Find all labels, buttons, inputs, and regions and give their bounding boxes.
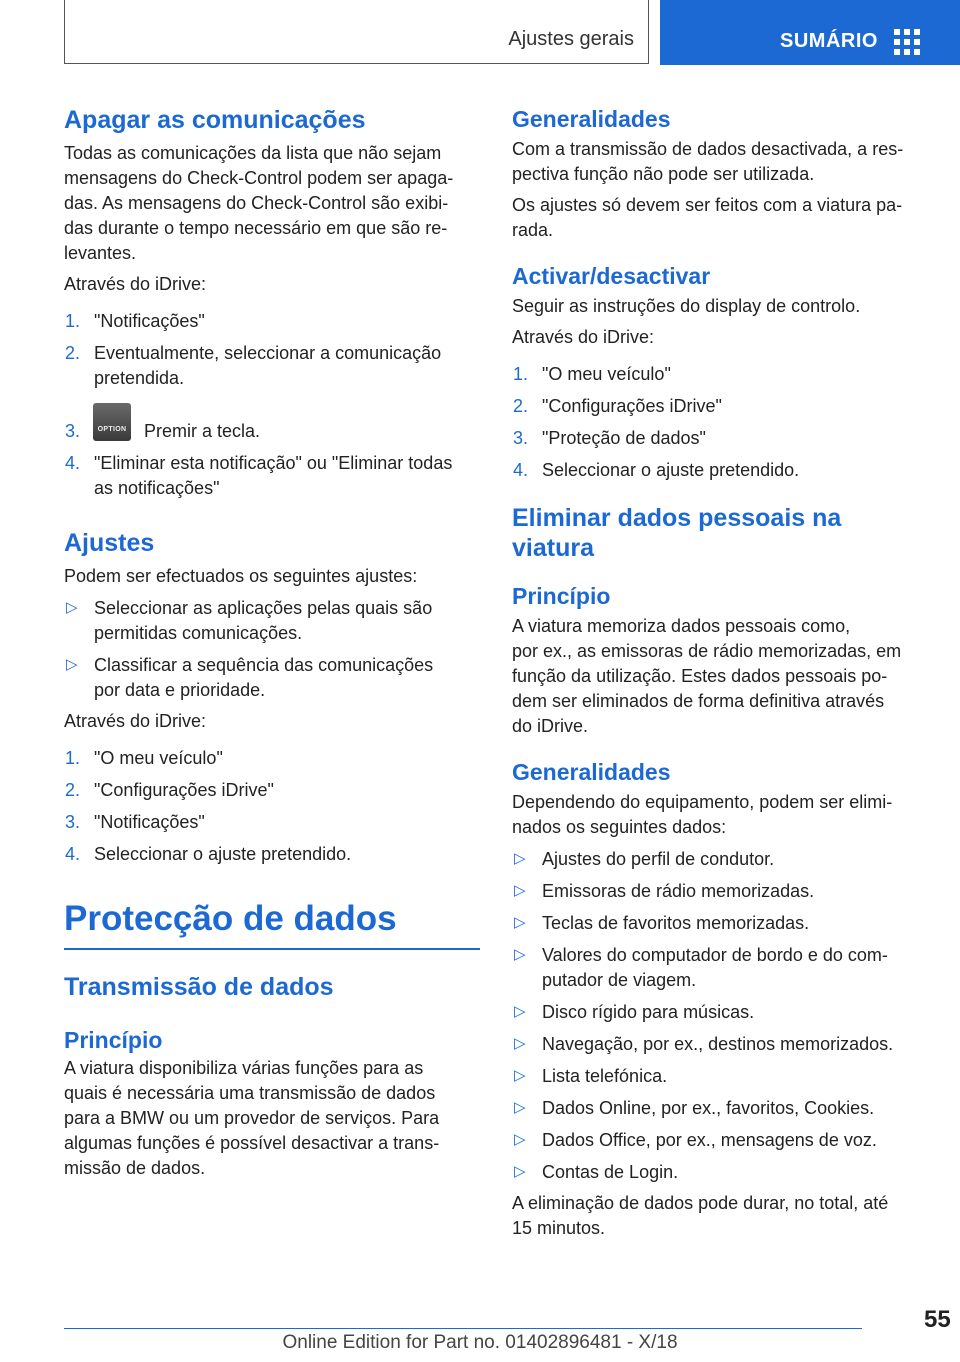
triangle-bullet-icon: ▷ [514, 1067, 526, 1084]
heading-eliminar [512, 503, 924, 563]
text-line: rada. [512, 220, 554, 240]
step-number: 1. [65, 311, 81, 331]
heading-rule [64, 948, 480, 950]
bullet-text [542, 1002, 754, 1022]
text-line: por data e prioridade. [94, 680, 266, 700]
bullet-text [542, 849, 774, 869]
text-line: Contas de Login. [542, 1162, 679, 1182]
bullet-item [64, 653, 480, 703]
text-line: Dados Office, por ex., mensagens de voz. [542, 1130, 877, 1150]
bullet-item [512, 1000, 924, 1025]
bullet-item [512, 943, 924, 993]
numbered-step [64, 419, 480, 444]
text-line: pectiva função não pode ser utilizada. [512, 164, 815, 184]
text-line: "Notificações" [94, 311, 205, 331]
left-column [64, 100, 480, 1181]
triangle-bullet-icon: ▷ [514, 1099, 526, 1116]
bullet-item [512, 1096, 924, 1121]
bullet-item [512, 847, 924, 872]
text-line: do iDrive. [512, 716, 589, 736]
text-line: Dados Online, por ex., favoritos, Cookies. [542, 1098, 875, 1118]
triangle-bullet-icon: ▷ [514, 946, 526, 963]
heading-ajustes: Ajustes [64, 529, 155, 557]
heading-principio: Princípio [512, 583, 611, 609]
text-line: A viatura disponibiliza várias funções para as [64, 1057, 424, 1078]
text-line: das durante o tempo necessário em que são re- [64, 218, 448, 238]
step-number: 3. [65, 421, 81, 441]
text-line: quais é necessária uma transmissão de dados [64, 1082, 436, 1103]
text-line: as notificações" [94, 478, 220, 498]
bullet-text [542, 881, 814, 901]
step-text: Premir a tecla. [144, 421, 261, 441]
bullet-item [512, 911, 924, 936]
paragraph [64, 141, 480, 266]
grid-menu-icon [894, 29, 920, 55]
heading-generalidades: Generalidades [512, 759, 671, 785]
triangle-bullet-icon: ▷ [514, 850, 526, 867]
text-line: A viatura memoriza dados pessoais como, [512, 616, 851, 636]
bullet-item [512, 1064, 924, 1089]
numbered-step [64, 842, 480, 867]
text-line: função da utilização. Estes dados pessoais po- [512, 666, 888, 686]
paragraph: Através do iDrive: [512, 327, 655, 347]
numbered-step [64, 451, 480, 501]
text-line: 15 minutos. [512, 1218, 606, 1238]
step-number: 2. [513, 396, 529, 416]
bullet-text [542, 1034, 893, 1054]
text-line: dem ser eliminados de forma definitiva através [512, 691, 885, 711]
text-line: algumas funções é possível desactivar a trans- [64, 1132, 440, 1153]
paragraph: Seguir as instruções do display de controlo. [512, 296, 861, 316]
text-line: Seleccionar as aplicações pelas quais são [94, 598, 433, 618]
text-line: Eliminar dados pessoais na [512, 504, 842, 532]
step-text: "Notificações" [94, 812, 205, 832]
bullet-text [542, 1162, 678, 1182]
text-line: Disco rígido para músicas. [542, 1002, 755, 1022]
bullet-text [542, 1066, 667, 1086]
step-text: "O meu veículo" [542, 364, 671, 384]
text-line: mensagens do Check-Control podem ser apaga- [64, 168, 454, 188]
paragraph [512, 790, 924, 840]
step-text: "Proteção de dados" [542, 428, 706, 448]
text-line: Todas as comunicações da lista que não sejam [64, 143, 442, 163]
triangle-bullet-icon: ▷ [514, 882, 526, 899]
paragraph [512, 193, 924, 243]
bullet-item [512, 879, 924, 904]
bullet-text [542, 913, 809, 933]
step-number: 4. [65, 844, 81, 864]
step-text [94, 311, 205, 331]
bullet-item [512, 1128, 924, 1153]
bullet-text [94, 598, 432, 643]
section-title: Ajustes gerais [508, 28, 634, 50]
text-line: Teclas de favoritos memorizadas. [542, 913, 810, 933]
bullet-text [542, 1098, 874, 1118]
step-text: "Configurações iDrive" [94, 780, 274, 800]
summary-label: SUMÁRIO [780, 30, 878, 52]
numbered-step [512, 362, 924, 387]
triangle-bullet-icon: ▷ [66, 599, 78, 616]
text-line: das. As mensagens do Check-Control são exibi- [64, 193, 449, 213]
bullet-text [542, 1130, 877, 1150]
numbered-step [512, 426, 924, 451]
text-line: putador de viagem. [542, 970, 697, 990]
summary-button[interactable] [660, 0, 960, 65]
step-text [94, 343, 441, 388]
text-line: Valores do computador de bordo e do com- [542, 945, 888, 965]
header-section-box [64, 0, 649, 64]
bullet-item [512, 1032, 924, 1057]
text-line: Classificar a sequência das comunicações [94, 655, 434, 675]
numbered-step [64, 810, 480, 835]
text-line: Eventualmente, seleccionar a comunicação [94, 343, 442, 363]
heading-generalidades: Generalidades [512, 106, 671, 132]
step-text: "O meu veículo" [94, 748, 223, 768]
step-number: 4. [65, 453, 81, 473]
text-line: Dependendo do equipamento, podem ser elimi- [512, 792, 893, 812]
step-number: 3. [513, 428, 529, 448]
triangle-bullet-icon: ▷ [66, 656, 78, 673]
text-line: permitidas comunicações. [94, 623, 303, 643]
text-line: Com a transmissão de dados desactivada, a res- [512, 139, 904, 159]
right-column [512, 100, 924, 1241]
step-text: Seleccionar o ajuste pretendido. [542, 460, 800, 480]
paragraph: Através do iDrive: [64, 711, 207, 731]
triangle-bullet-icon: ▷ [514, 1163, 526, 1180]
heading-activar: Activar/desactivar [512, 263, 711, 289]
paragraph [512, 1191, 924, 1241]
heading-proteccao: Protecção de dados [64, 899, 397, 938]
page-number: 55 [924, 1306, 951, 1333]
text-line: missão de dados. [64, 1157, 206, 1178]
paragraph [512, 137, 924, 187]
step-number: 4. [513, 460, 529, 480]
paragraph: Através do iDrive: [64, 274, 207, 294]
paragraph: Podem ser efectuados os seguintes ajustes: [64, 566, 418, 586]
paragraph [512, 614, 924, 739]
text-line: A eliminação de dados pode durar, no total, até [512, 1193, 889, 1213]
step-number: 1. [513, 364, 529, 384]
bullet-item [512, 1160, 924, 1185]
edition-footer: Online Edition for Part no. 01402896481 - X/18 [282, 1332, 678, 1353]
step-text: Seleccionar o ajuste pretendido. [94, 844, 352, 864]
text-line: pretendida. [94, 368, 185, 388]
numbered-step [64, 778, 480, 803]
heading-principio: Princípio [64, 1026, 163, 1053]
step-number: 2. [65, 780, 81, 800]
numbered-step [512, 394, 924, 419]
text-line: Os ajustes só devem ser feitos com a viatura pa- [512, 195, 903, 215]
text-line: Emissoras de rádio memorizadas. [542, 881, 815, 901]
text-line: Navegação, por ex., destinos memorizados. [542, 1034, 894, 1054]
numbered-step [64, 746, 480, 771]
text-line: para a BMW ou um provedor de serviços. Para [64, 1107, 440, 1128]
text-line: por ex., as emissoras de rádio memorizadas, em [512, 641, 902, 661]
step-number: 1. [65, 748, 81, 768]
step-text [94, 453, 452, 498]
bullet-text [94, 655, 433, 700]
triangle-bullet-icon: ▷ [514, 914, 526, 931]
step-text: "Configurações iDrive" [542, 396, 722, 416]
step-number: 3. [65, 812, 81, 832]
numbered-step [64, 341, 480, 391]
triangle-bullet-icon: ▷ [514, 1003, 526, 1020]
triangle-bullet-icon: ▷ [514, 1035, 526, 1052]
text-line: "Eliminar esta notificação" ou "Eliminar todas [94, 453, 453, 473]
text-line: Ajustes do perfil de condutor. [542, 849, 775, 869]
option-key-label: OPTION [97, 426, 127, 433]
bullet-item [64, 596, 480, 646]
text-line: nados os seguintes dados: [512, 817, 727, 837]
text-line: Lista telefónica. [542, 1066, 668, 1086]
footer-rule [64, 1328, 862, 1329]
text-line: viatura [512, 534, 594, 562]
triangle-bullet-icon: ▷ [514, 1131, 526, 1148]
heading-apagar: Apagar as comunicações [64, 106, 366, 134]
text-line: levantes. [64, 243, 137, 263]
bullet-text [542, 945, 888, 990]
step-number: 2. [65, 343, 81, 363]
heading-transmissao: Transmissão de dados [64, 972, 334, 1001]
numbered-step [64, 309, 480, 334]
paragraph [64, 1056, 480, 1181]
option-key-icon [93, 403, 131, 441]
numbered-step [512, 458, 924, 483]
